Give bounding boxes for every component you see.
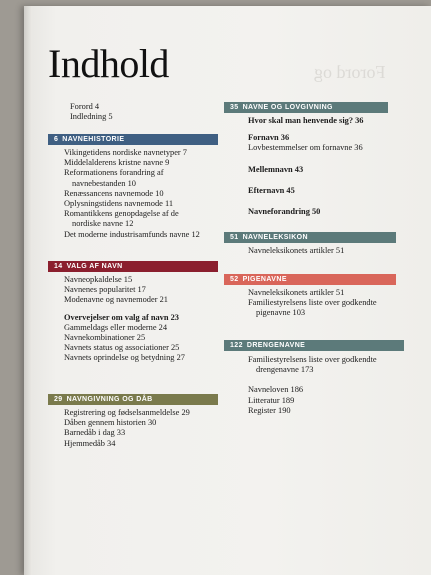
toc-entry: pigenavne 103 <box>256 308 306 318</box>
toc-entry-indledning: Indledning 5 <box>70 112 113 122</box>
toc-entry: Modenavne og navnemoder 21 <box>64 295 168 305</box>
toc-entry: Hvor skal man henvende sig? 36 <box>248 116 364 125</box>
toc-entry: Navneopkaldelse 15 <box>64 275 133 284</box>
toc-entry: Navneforandring 50 <box>248 207 321 217</box>
section-number: 29 <box>54 396 63 403</box>
toc-entry: Navneleksikonets artikler 51 <box>248 288 345 297</box>
toc-entry: Hjemmedåb 34 <box>64 438 116 448</box>
section-navngivning-og-daab <box>48 394 244 449</box>
toc-entry: Navneleksikonets artikler 51 <box>248 246 345 255</box>
intro-entries <box>70 102 240 122</box>
section-number: 52 <box>230 276 239 283</box>
toc-entry: Fornavn 36 <box>248 133 290 143</box>
section-title: PIGENAVNE <box>242 276 287 283</box>
section-items <box>224 113 420 217</box>
section-title: VALG AF NAVN <box>66 263 123 270</box>
spacer <box>248 375 420 385</box>
spacer <box>64 306 244 313</box>
section-title: NAVNELEKSIKON <box>242 234 308 241</box>
toc-entry: Familiestyrelsens liste over godkendte <box>248 355 377 364</box>
toc-entry: Efternavn 45 <box>248 185 295 195</box>
section-title: DRENGENAVNE <box>246 342 306 349</box>
toc-entry: Renæssancens navnemode 10 <box>64 188 164 198</box>
toc-entry: Register 190 <box>248 405 291 415</box>
toc-entry: drengenavne 173 <box>256 365 314 375</box>
toc-entry: Lovbestemmelser om fornavne 36 <box>248 143 363 153</box>
spacer <box>248 154 420 165</box>
toc-entry: Dåben gennem historien 30 <box>64 418 157 428</box>
toc-entry: Navnekombinationer 25 <box>64 333 146 343</box>
toc-entry: Litteratur 189 <box>248 395 295 405</box>
section-navne-og-lovgivning <box>224 102 420 217</box>
toc-entry: Oplysningstidens navnemode 11 <box>64 199 174 209</box>
section-header-band <box>224 102 388 113</box>
section-items <box>48 145 244 240</box>
spacer <box>248 126 420 133</box>
section-header-band <box>224 274 396 285</box>
toc-entry: Registrering og fødselsanmeldelse 29 <box>64 408 190 417</box>
section-navnehistorie <box>48 134 244 240</box>
show-through-text: Forord og <box>314 62 386 82</box>
section-header-band <box>224 340 404 351</box>
section-items <box>224 285 420 319</box>
section-number: 122 <box>230 342 243 349</box>
section-number: 14 <box>54 263 63 270</box>
section-drengenavne <box>224 340 420 416</box>
toc-entry: Barnedåb i dag 33 <box>64 428 126 438</box>
section-header-band <box>224 232 396 243</box>
toc-entry: Gammeldags eller moderne 24 <box>64 322 168 332</box>
toc-entry: Vikingetidens nordiske navnetyper 7 <box>64 148 187 157</box>
section-items <box>224 351 420 416</box>
toc-entry: Navnets oprindelse og betydning 27 <box>64 353 185 363</box>
book-page <box>24 6 431 575</box>
toc-entry: Familiestyrelsens liste over godkendte <box>248 298 377 308</box>
toc-entry-forord: Forord 4 <box>70 102 100 111</box>
section-number: 51 <box>230 234 239 241</box>
section-title: NAVNGIVNING OG DÅB <box>66 396 153 403</box>
toc-entry: Overvejelser om valg af navn 23 <box>64 312 179 322</box>
page-spine <box>24 6 32 575</box>
section-number: 35 <box>230 104 239 111</box>
section-valg-af-navn <box>48 261 244 364</box>
section-items <box>224 243 420 256</box>
section-title: NAVNE OG LOVGIVNING <box>242 104 333 111</box>
spacer <box>248 175 420 186</box>
toc-entry: Middelalderens kristne navne 9 <box>64 158 170 168</box>
spacer <box>248 196 420 207</box>
toc-entry: nordiske navne 12 <box>72 219 134 229</box>
toc-entry: Navnets status og associationer 25 <box>64 343 180 353</box>
toc-entry: Navneloven 186 <box>248 385 304 395</box>
toc-entry: navnebestanden 10 <box>72 178 136 188</box>
section-header-band <box>48 394 218 405</box>
toc-entry: Romantikkens genopdagelse af de <box>64 209 179 219</box>
toc-entry: Mellemnavn 43 <box>248 164 304 174</box>
page-title: Indhold <box>48 41 169 86</box>
section-header-band <box>48 261 218 272</box>
section-items <box>48 405 244 449</box>
section-number: 6 <box>54 136 59 143</box>
toc-entry: Navnenes popularitet 17 <box>64 285 146 295</box>
section-navneleksikon <box>224 232 420 256</box>
toc-entry: Reformationens forandring af <box>64 168 164 178</box>
toc-entry: Det moderne industrisamfunds navne 12 <box>64 229 200 239</box>
section-items <box>48 272 244 364</box>
section-title: NAVNEHISTORIE <box>62 136 125 143</box>
section-pigenavne <box>224 274 420 319</box>
section-header-band <box>48 134 218 145</box>
